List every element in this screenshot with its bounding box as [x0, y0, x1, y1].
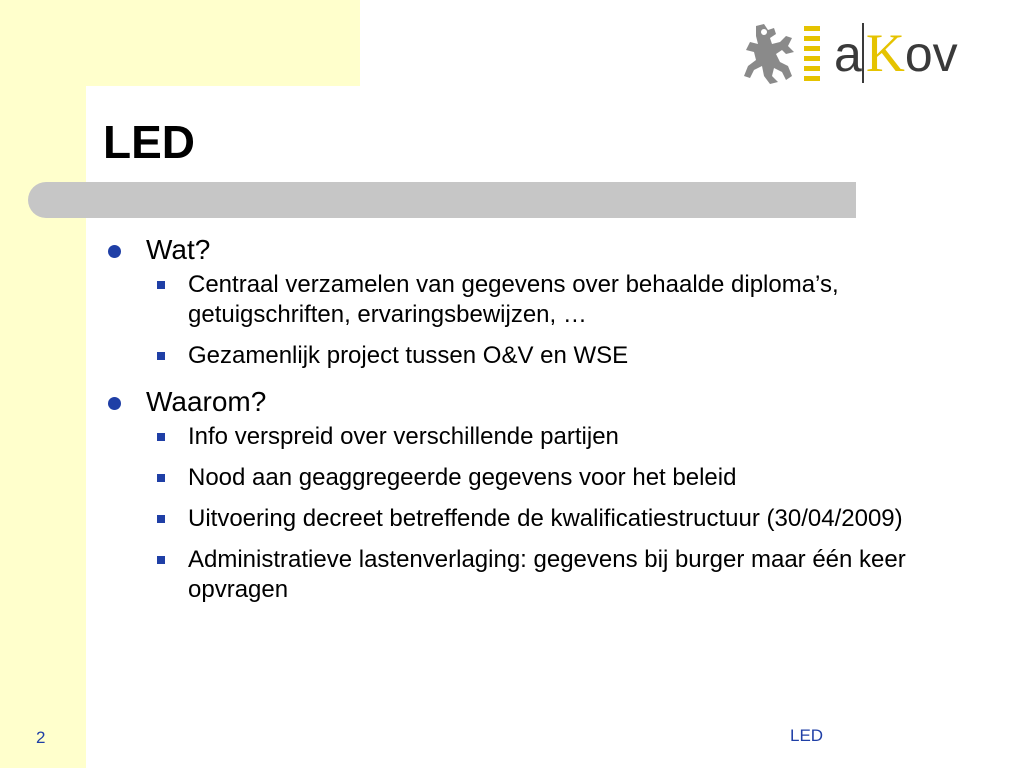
sub-bullet [146, 504, 934, 534]
bullet-text: Waarom? [146, 386, 267, 417]
flemish-lion-icon [742, 22, 798, 86]
sub-bullet-text: Nood aan geaggregeerde gegevens voor het beleid [188, 464, 737, 491]
slide-title: LED [103, 116, 195, 168]
bullet-text: Wat? [146, 234, 211, 265]
square-bullet-icon [157, 556, 165, 564]
logo-letters-ov: ov [904, 26, 958, 82]
sub-bullet [146, 545, 934, 605]
akov-logo [742, 18, 974, 88]
title-separator-bar [28, 182, 856, 218]
yellow-stripes-icon [802, 26, 822, 82]
square-bullet-icon [157, 281, 165, 289]
cream-sidebar [0, 0, 86, 768]
logo-wordmark [834, 20, 958, 86]
square-bullet-icon [157, 352, 165, 360]
sub-bullet [146, 341, 934, 371]
round-bullet-icon [108, 397, 121, 410]
sub-bullet-list [146, 422, 934, 605]
page-number: 2 [36, 728, 46, 747]
cream-top-band [0, 0, 360, 86]
sub-bullet-text: Centraal verzamelen van gegevens over behaalde diploma’s, getuigschriften, ervaringsbewijzen, … [188, 271, 839, 328]
square-bullet-icon [157, 474, 165, 482]
sub-bullet [146, 422, 934, 452]
bullet-waarom [104, 382, 934, 605]
sub-bullet [146, 463, 934, 493]
round-bullet-icon [108, 245, 121, 258]
sub-bullet-text: Uitvoering decreet betreffende de kwalificatiestructuur (30/04/2009) [188, 505, 903, 532]
sub-bullet [146, 270, 934, 330]
sub-bullet-text: Administratieve lastenverlaging: gegevens bij burger maar één keer opvragen [188, 546, 906, 603]
sub-bullet-text: Gezamenlijk project tussen O&V en WSE [188, 342, 629, 369]
logo-letter-a: a [834, 26, 862, 82]
bullet-wat [104, 230, 934, 371]
slide-content [104, 228, 934, 616]
sub-bullet-list [146, 270, 934, 371]
square-bullet-icon [157, 433, 165, 441]
footer-label: LED [790, 726, 824, 745]
bullet-list [104, 230, 934, 605]
square-bullet-icon [157, 515, 165, 523]
logo-letter-k: K [862, 23, 905, 83]
sub-bullet-text: Info verspreid over verschillende partijen [188, 423, 619, 450]
